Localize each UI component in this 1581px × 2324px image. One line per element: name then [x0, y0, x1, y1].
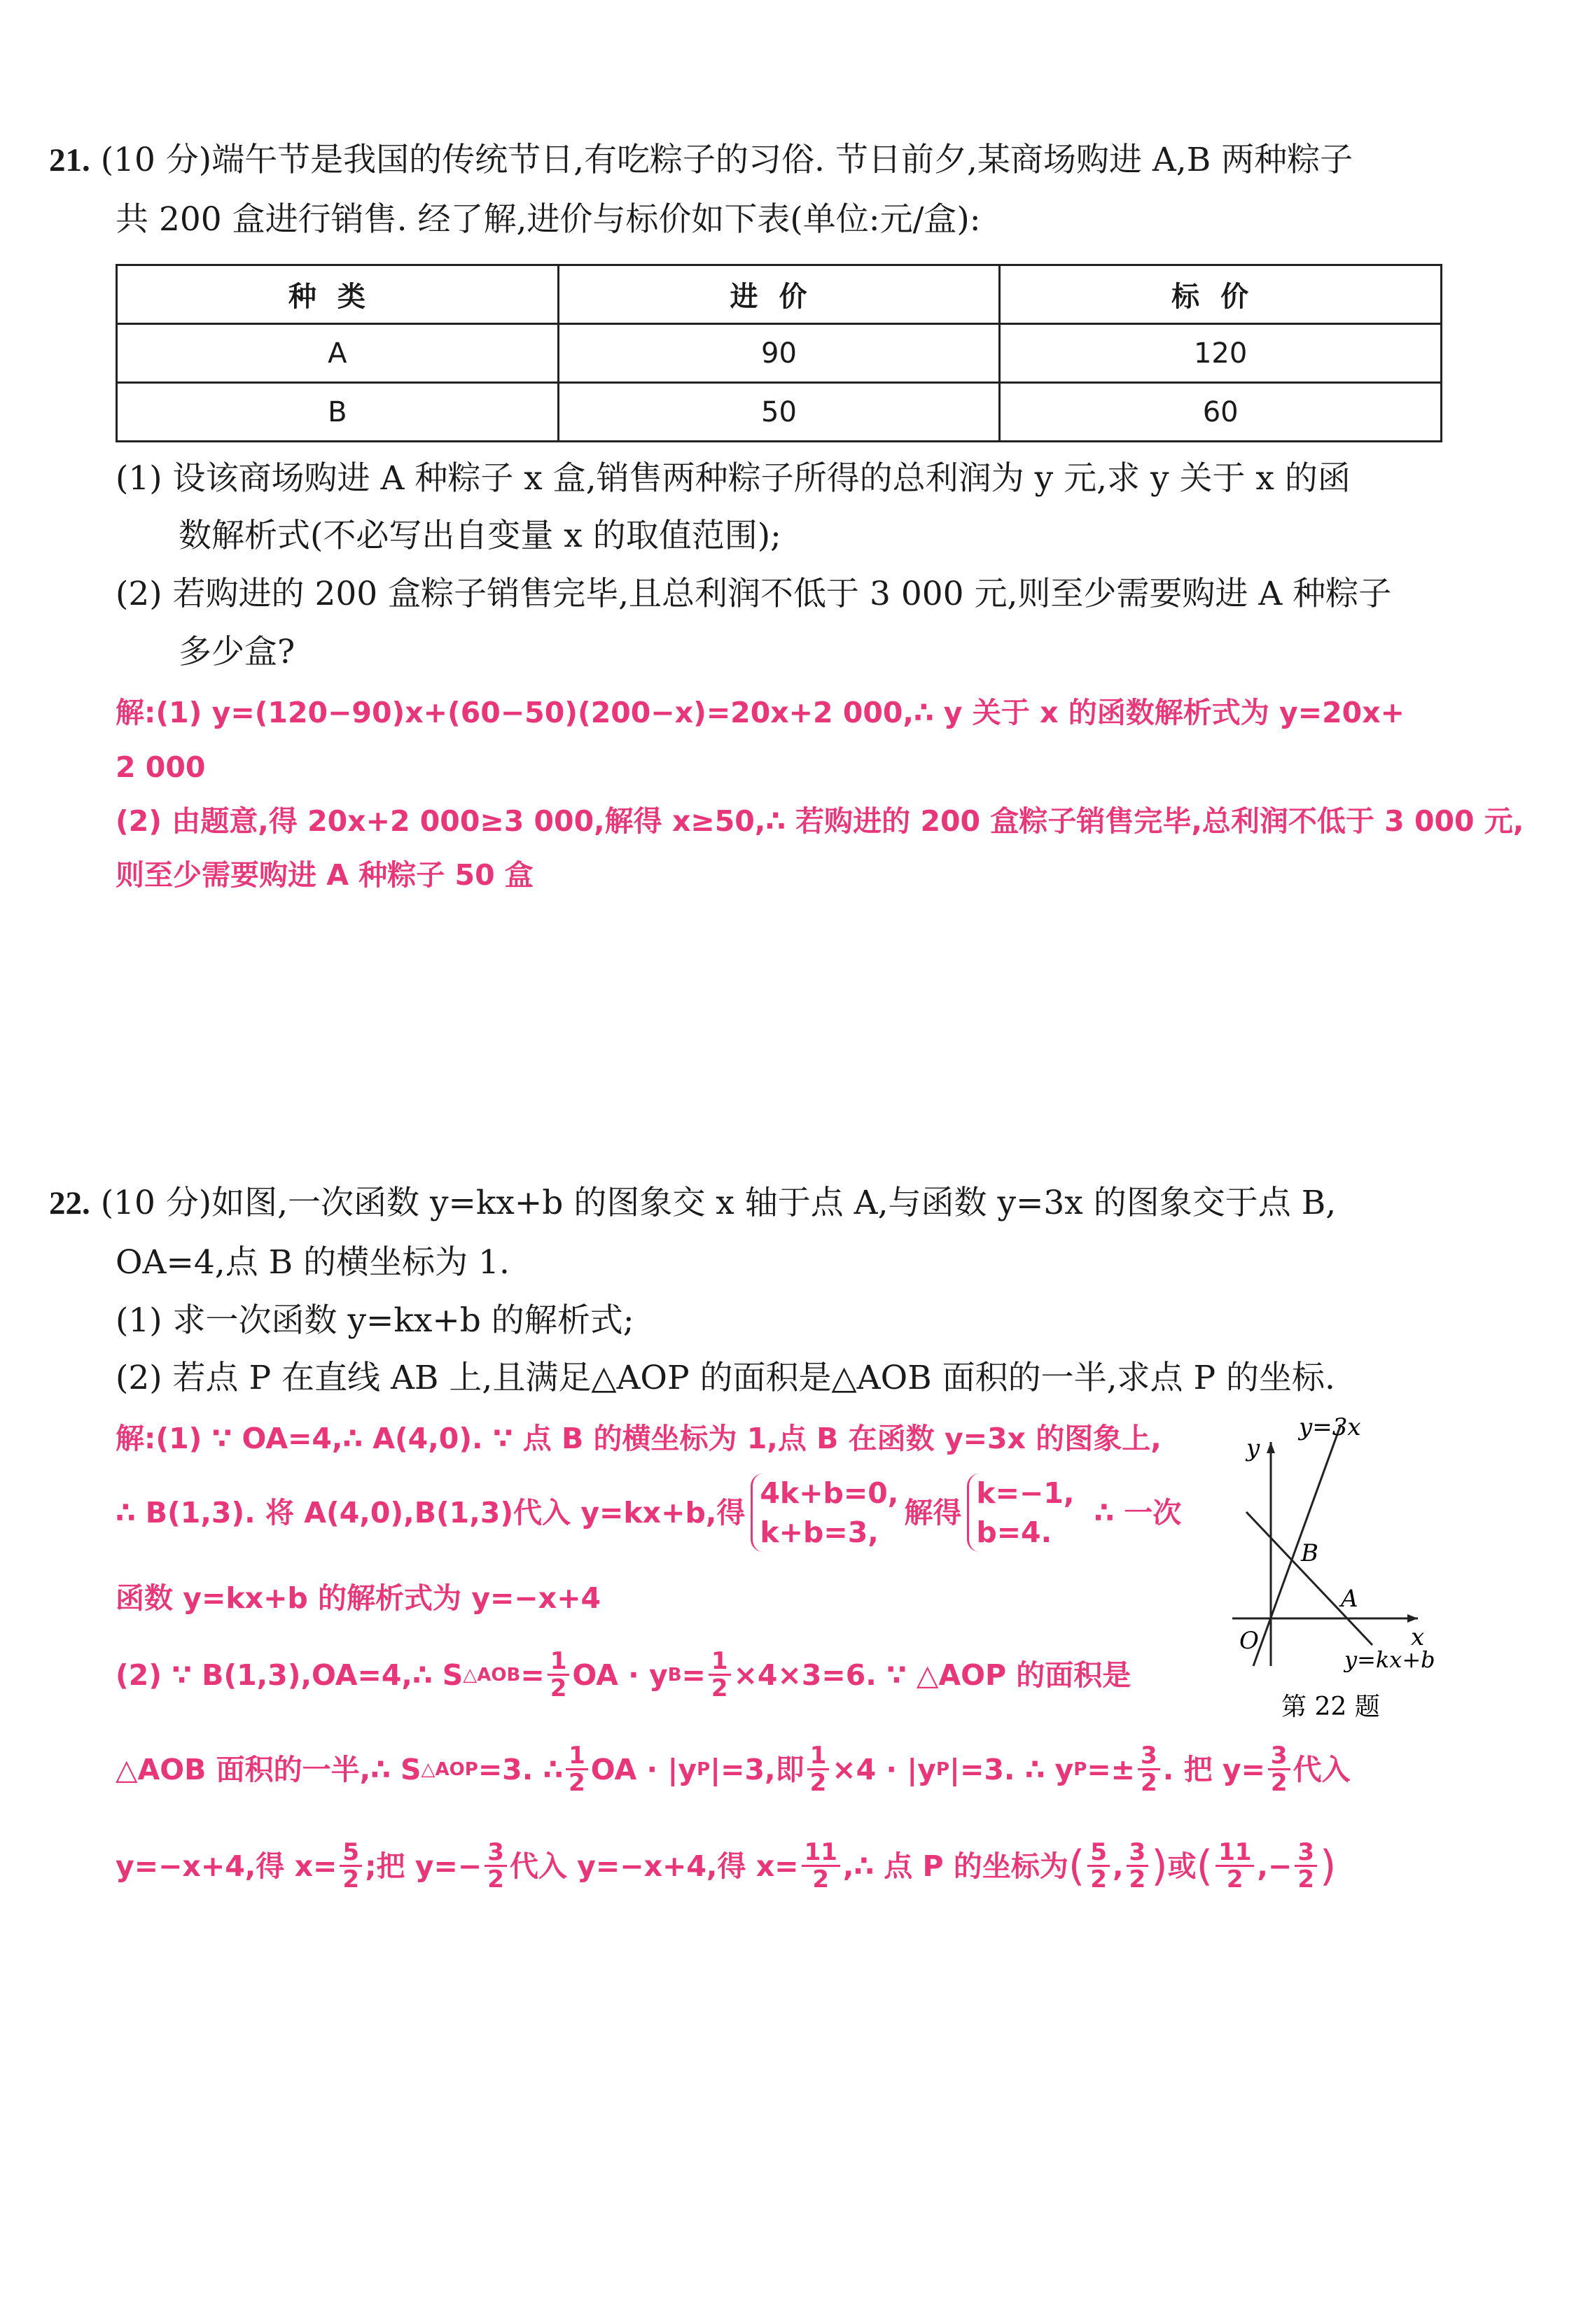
fraction: $\frac{1}{2}$: [566, 1743, 588, 1795]
table-cell: 90: [558, 324, 1000, 383]
q21-part1-line1: (1) 设该商场购进 A 种粽子 x 盒,销售两种粽子所得的总利润为 y 元,求 y 关于 x 的函: [116, 459, 1351, 498]
q22-answer-text: OA · |y: [590, 1752, 697, 1786]
table-cell: A: [117, 324, 559, 383]
fraction: $\frac{3}{2}$: [1295, 1840, 1317, 1892]
table-cell: 120: [1000, 324, 1442, 383]
q22-answer-text: (2) ∵ B(1,3),OA=4,∴ S: [116, 1658, 464, 1692]
equation: 4k+b=0,: [760, 1476, 899, 1510]
label-a: A: [1341, 1585, 1358, 1613]
q21-answer-line1: 解:(1) y=(120−90)x+(60−50)(200−x)=20x+2 000,∴ y 关于 x 的函数解析式为 y=20x+: [116, 696, 1405, 729]
q22-figure: [1218, 1414, 1484, 1722]
fraction: $\frac{11}{2}$: [1216, 1840, 1254, 1892]
q22-answer-text: OA · y: [572, 1658, 668, 1692]
q22-answer-text: ×4 · |y: [832, 1752, 936, 1786]
equation-system-1: [751, 1474, 898, 1552]
table-cell: B: [117, 383, 559, 442]
q22-answer-text: ∴ B(1,3). 将 A(4,0),B(1,3)代入 y=kx+b,得: [116, 1496, 746, 1530]
q22-answer-text: |=3,即: [710, 1752, 805, 1786]
q22-answer-line3: 函数 y=kx+b 的解析式为 y=−x+4: [116, 1581, 601, 1615]
equation: b=4.: [976, 1516, 1052, 1549]
q22-answer-line1: 解:(1) ∵ OA=4,∴ A(4,0). ∵ 点 B 的横坐标为 1,点 B 在函数 y=3x 的图象上,: [116, 1422, 1162, 1455]
table-row: [117, 324, 1442, 383]
q21-answer-line3: (2) 由题意,得 20x+2 000≥3 000,解得 x≥50,∴ 若购进的 200 盒粽子销售完毕,总利润不低于 3 000 元,: [116, 804, 1524, 838]
q22-answer-text: 代入: [1293, 1752, 1351, 1786]
label-y: y: [1246, 1434, 1260, 1462]
subscript: B: [667, 1664, 682, 1686]
q22-answer-text: =: [520, 1658, 545, 1692]
q22-answer-line4: [116, 1648, 1131, 1701]
q22-answer-line5: [116, 1743, 1351, 1795]
fraction: $\frac{11}{2}$: [802, 1840, 840, 1892]
figure-caption: 第 22 题: [1281, 1693, 1380, 1721]
q22-answer-text: ;把 y=−: [365, 1849, 482, 1883]
paren: (: [1196, 1841, 1213, 1891]
q22-answer-text: =±: [1087, 1752, 1136, 1786]
q22-answer-text: 代入 y=−x+4,得 x=: [509, 1849, 799, 1883]
q21-part1-line2: 数解析式(不必写出自变量 x 的取值范围);: [179, 517, 781, 555]
x-arrow-icon: [1407, 1614, 1418, 1623]
subscript: P: [935, 1758, 950, 1780]
fraction: $\frac{5}{2}$: [1087, 1840, 1110, 1892]
label-o: O: [1239, 1627, 1259, 1655]
table-header: 标价: [1000, 265, 1442, 324]
q22-part2: (2) 若点 P 在直线 AB 上,且满足△AOP 的面积是△AOB 面积的一半,求点 P 的坐标.: [116, 1359, 1335, 1397]
fraction: $\frac{1}{2}$: [807, 1743, 830, 1795]
fraction: $\frac{5}{2}$: [340, 1840, 362, 1892]
paren: ): [1151, 1841, 1168, 1891]
q21-number: 21.: [49, 142, 90, 178]
label-x: x: [1411, 1623, 1425, 1651]
q22-intro-text1: (10 分)如图,一次函数 y=kx+b 的图象交 x 轴于点 A,与函数 y=3x 的图象交于点 B,: [100, 1184, 1337, 1222]
equation-system-2: [967, 1474, 1074, 1552]
separator: ,: [1112, 1849, 1124, 1883]
q22-answer-text: ∴ 一次: [1094, 1496, 1182, 1530]
q21-part2-line1: (2) 若购进的 200 盒粽子销售完毕,且总利润不低于 3 000 元,则至少需要购进 A 种粽子: [116, 575, 1392, 613]
q22-part1: (1) 求一次函数 y=kx+b 的解析式;: [116, 1301, 634, 1340]
label-b: B: [1301, 1539, 1318, 1567]
subscript: △AOB: [463, 1664, 521, 1686]
q21-answer-line2: 2 000: [116, 750, 206, 784]
q22-answer-text: ,∴ 点 P 的坐标为: [842, 1849, 1068, 1883]
q22-number: 22.: [49, 1185, 90, 1222]
subscript: P: [697, 1758, 711, 1780]
table-header-row: [117, 265, 1442, 324]
fraction: $\frac{1}{2}$: [548, 1648, 570, 1701]
table-cell: 50: [558, 383, 1000, 442]
table-header: 种类: [117, 265, 559, 324]
q22-answer-text: |=3. ∴ y: [949, 1752, 1074, 1786]
q22-intro-line2: OA=4,点 B 的横坐标为 1.: [116, 1243, 510, 1282]
equation: k+b=3,: [760, 1516, 879, 1549]
q22-answer-text: y=−x+4,得 x=: [116, 1849, 337, 1883]
q21-intro-line1: [49, 140, 1353, 181]
y-arrow-icon: [1267, 1442, 1275, 1453]
fraction: $\frac{3}{2}$: [485, 1840, 507, 1892]
q22-answer-text: △AOB 面积的一半,∴ S: [116, 1752, 422, 1786]
table-row: [117, 383, 1442, 442]
minus-sign: −: [1267, 1849, 1293, 1883]
q21-part2-line2: 多少盒?: [179, 633, 295, 671]
q22-answer-text: 解得: [904, 1496, 962, 1530]
q22-answer-text: 或: [1167, 1849, 1197, 1883]
q22-answer-line6: [116, 1840, 1336, 1892]
label-y-kx-b: y=kx+b: [1344, 1646, 1435, 1673]
subscript: P: [1073, 1758, 1087, 1780]
q22-answer-text: . 把 y=: [1162, 1752, 1265, 1786]
paren: (: [1068, 1841, 1085, 1891]
fraction: $\frac{3}{2}$: [1138, 1743, 1160, 1795]
table-header: 进价: [558, 265, 1000, 324]
equation: k=−1,: [976, 1476, 1075, 1510]
q22-answer-text: =: [681, 1658, 706, 1692]
fraction: $\frac{3}{2}$: [1268, 1743, 1290, 1795]
q22-answer-text: ×4×3=6. ∵ △AOP 的面积是: [733, 1658, 1131, 1692]
q22-answer-text: =3. ∴: [478, 1752, 564, 1786]
table-cell: 60: [1000, 383, 1442, 442]
subscript: △AOP: [421, 1758, 478, 1780]
line-y-3x: [1253, 1424, 1341, 1666]
paren: ): [1320, 1841, 1337, 1891]
q21-intro-line2: 共 200 盒进行销售. 经了解,进价与标价如下表(单位:元/盒):: [116, 200, 981, 239]
price-table: [116, 264, 1442, 442]
q21-answer-line4: 则至少需要购进 A 种粽子 50 盒: [116, 858, 534, 892]
fraction: $\frac{1}{2}$: [709, 1648, 731, 1701]
q22-intro-line1: [49, 1183, 1336, 1224]
label-y-3x: y=3x: [1299, 1414, 1361, 1441]
line-y-kx-b: [1246, 1512, 1372, 1645]
q21-intro-text1: (10 分)端午节是我国的传统节日,有吃粽子的习俗. 节日前夕,某商场购进 A,B 两种粽子: [100, 141, 1353, 179]
fraction: $\frac{3}{2}$: [1127, 1840, 1149, 1892]
separator: ,: [1257, 1849, 1268, 1883]
q22-answer-line2: [116, 1474, 1181, 1552]
